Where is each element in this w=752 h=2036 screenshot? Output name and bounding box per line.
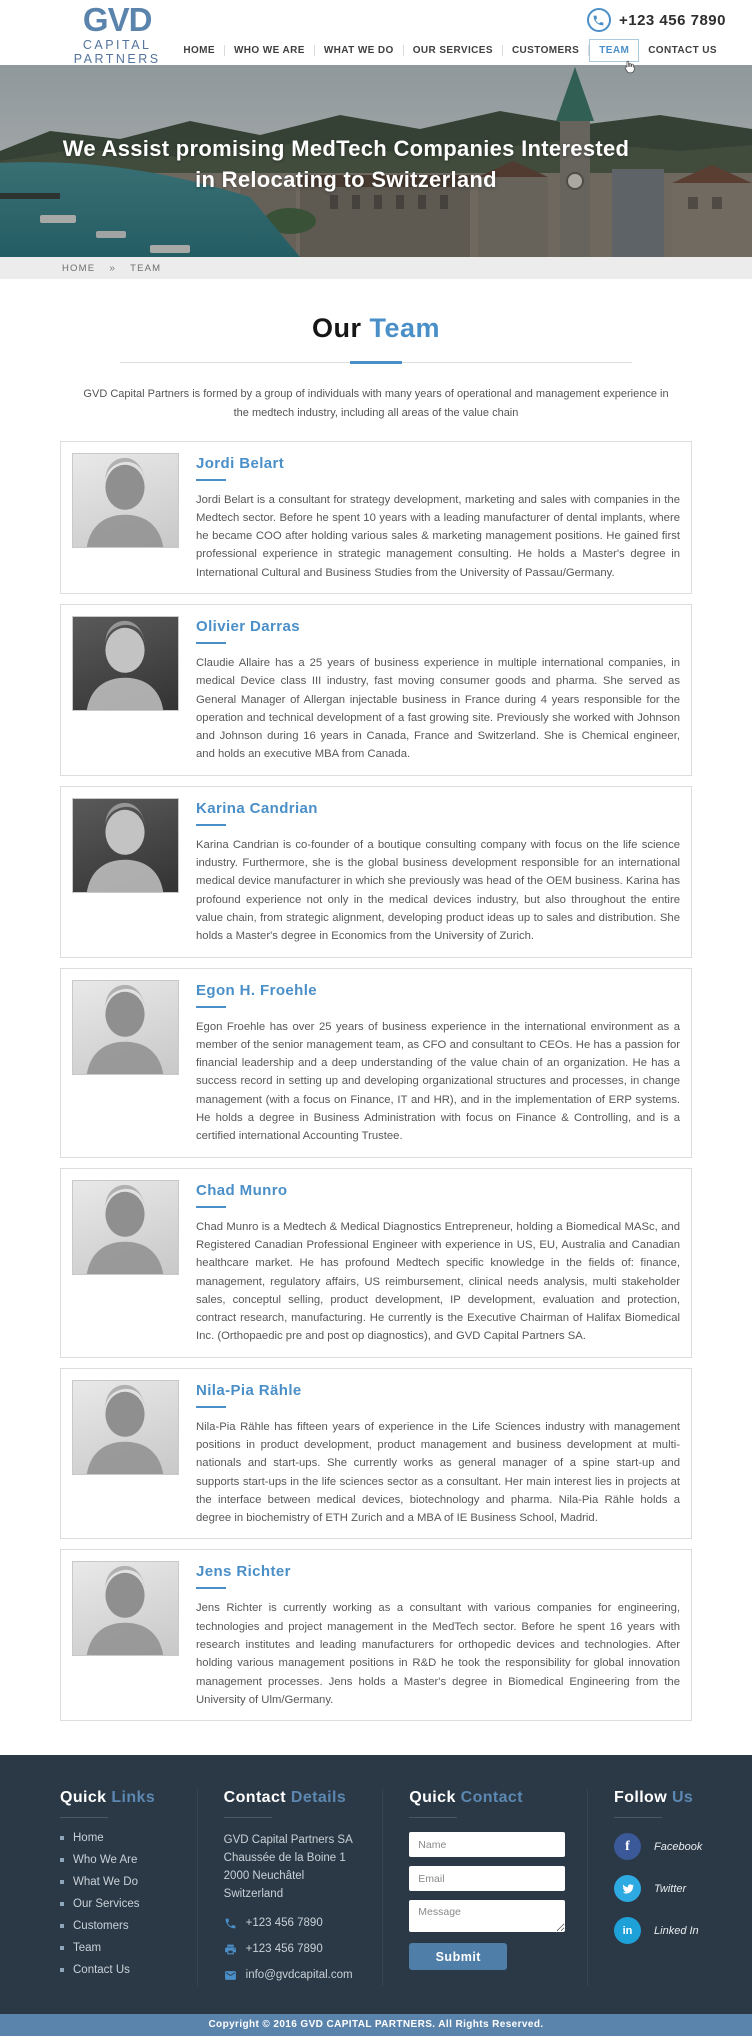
footer-link-who-we-are[interactable]: Who We Are: [60, 1854, 175, 1866]
team-card-nila-pia-rahle: [60, 1368, 692, 1540]
breadcrumb-home[interactable]: HOME: [62, 262, 96, 274]
hero-banner: [0, 65, 752, 257]
footer-follow-us: [587, 1789, 722, 1986]
fax-icon: [224, 1943, 237, 1956]
member-photo: [72, 980, 179, 1075]
member-name: Egon H. Froehle: [196, 981, 318, 999]
team-card-olivier-darras: [60, 604, 692, 776]
header-phone-number: +123 456 7890: [618, 11, 726, 29]
phone-icon: [224, 1917, 237, 1930]
member-bio: Jordi Belart is a consultant for strategy development, marketing and sales with companies in the Medtech sector. Before he spent 10 years with a leading manufacturer of dental implants, where he became COO after holding various sales & marketing management positions. He gained first professional experience in strategic management consulting. He holds a Master's degree in International Cultural and Business Studies from the University of Passau/Germany.: [196, 493, 680, 579]
breadcrumb: [0, 257, 752, 279]
heading-divider: [614, 1817, 662, 1818]
team-card-jens-richter: [60, 1549, 692, 1721]
member-bio: Karina Candrian is co-founder of a boutique consulting company with focus on the life science industry. Furthermore, she is the global business development responsible for an international medical device manufacturer in which she previously was head of the OEM business. Karina has profound experience not only in the medical devices industry, but also throughout the entire value chain, from strategic alignment, developing product ideas up to sales and distribution. She holds a Master's degree in Economics from the University of Zurich.: [196, 838, 680, 943]
nav-item-home[interactable]: HOME: [183, 45, 215, 56]
main-content: [60, 313, 692, 1755]
footer-link-home[interactable]: Home: [60, 1832, 175, 1844]
address-line1: Chaussée de la Boine 1: [223, 1852, 346, 1865]
mouse-cursor-icon: [622, 60, 636, 74]
member-name: Nila-Pia Rähle: [196, 1381, 302, 1399]
team-card-jordi-belart: [60, 441, 692, 594]
member-bio: Egon Froehle has over 25 years of business experience in the international environment as a member of the senior management team, as CFO and consultant to CEOs. He has a passion for financial leadership and a deep understanding of the value chain of an organization. He has a success record in setting up and developing organizational structures and processes, in change management (with a focus on Finance, IT and HR), and in the implementation of ERP systems. He holds a degree in Business Administration with focus on Finance & Controlling, and is a certified international Accounting Trustee.: [196, 1020, 680, 1143]
title-divider: [120, 362, 632, 363]
nav-item-customers[interactable]: CUSTOMERS: [511, 45, 580, 56]
email-icon: [224, 1969, 237, 1982]
team-card-karina-candrian: [60, 786, 692, 958]
member-photo: [72, 1561, 179, 1656]
member-bio: Nila-Pia Rähle has fifteen years of experience in the Life Sciences industry with management positions in product development, product management and business development at multi-nationals and start-ups. She currently works as general manager of a spine start-up and supports start-ups in the life sciences sector as a consultant. Her main interest lies in projects at the interface between medical devices, biotechnology and pharma. Nila-Pia Rähle holds a degree in biochemistry of ETH Zurich and a MBA of IE Business School, Madrid.: [196, 1420, 680, 1525]
submit-button[interactable]: Submit: [409, 1943, 507, 1970]
team-cards: [60, 441, 692, 1722]
member-name: Chad Munro: [196, 1181, 288, 1199]
hero-title-line1: We Assist promising MedTech Companies Interested: [62, 136, 630, 161]
footer-link-team[interactable]: Team: [60, 1942, 175, 1954]
company-name: GVD Capital Partners SA: [223, 1834, 353, 1847]
logo[interactable]: [60, 0, 174, 65]
bullet-icon: [60, 1946, 64, 1950]
linkedin-icon: in: [614, 1917, 641, 1944]
name-underline: [196, 642, 226, 644]
linkedin-link[interactable]: in Linked In: [614, 1917, 722, 1944]
contact-details-heading: Contact Details: [223, 1789, 347, 1807]
name-underline: [196, 1206, 226, 1208]
page-title: [60, 313, 692, 344]
heading-divider: [409, 1817, 457, 1818]
copyright-bar: Copyright © 2016 GVD CAPITAL PARTNERS. All Rights Reserved.: [0, 2014, 752, 2036]
facebook-icon: f: [614, 1833, 641, 1860]
member-photo: [72, 1380, 179, 1475]
member-photo: [72, 453, 179, 548]
team-intro-line2: the medtech industry, including all areas of the value chain: [233, 407, 519, 420]
bullet-icon: [60, 1858, 64, 1862]
phone-icon: [587, 8, 611, 32]
breadcrumb-team: TEAM: [130, 262, 162, 274]
member-bio: Chad Munro is a Medtech & Medical Diagnostics Entrepreneur, holding a Biomedical MASc, and Registered Canadian Professional Engineer with experience in US, EU, Australia and Canadian healthcare market. He has profound Medtech specific knowledge in the fields of: finance, management, regulatory affairs, US reimbursement, clinical needs analysis, multi stakeholder sales, conceptul selling, product development, IP development, evaluation and protection, contract research, manufacturing. He currently is the Executive Chairman of Halifax Biomedical Inc. (Orthopaedic pre and post op diagnostics), and GVD Capital Partners SA.: [196, 1220, 680, 1343]
nav-item-who-we-are[interactable]: WHO WE ARE: [233, 45, 305, 56]
nav-item-what-we-do[interactable]: WHAT WE DO: [323, 45, 394, 56]
page-title-accent: Team: [369, 313, 441, 343]
nav-item-our-services[interactable]: OUR SERVICES: [412, 45, 493, 56]
logo-mark: GVD: [82, 1, 152, 38]
heading-divider: [224, 1817, 272, 1818]
hero-title-line2: in Relocating to Switzerland: [195, 167, 497, 192]
quick-contact-heading: Quick Contact: [409, 1789, 523, 1807]
address-line3: Switzerland: [223, 1887, 284, 1900]
heading-divider: [60, 1817, 108, 1818]
address-line2: 2000 Neuchâtel: [223, 1869, 305, 1882]
footer-link-customers[interactable]: Customers: [60, 1920, 175, 1932]
header-phone[interactable]: [587, 8, 726, 32]
nav-item-team[interactable]: [589, 39, 639, 62]
team-intro-line1: GVD Capital Partners is formed by a group of individuals with many years of operational and management experience in: [83, 388, 669, 400]
member-bio: Jens Richter is currently working as a consultant with various companies for engineering, technologies and project management in the MedTech sector. Before he spent 16 years with research institutes and leading manufacturers for orthopedic devices and technologies. After holding various management positions in R&D he took the responsibility for global innovation management processes. Jens holds a Master's degree in Biomedical Engineering from the University of Ulm/Germany.: [196, 1602, 680, 1706]
member-name: Olivier Darras: [196, 617, 300, 635]
twitter-link[interactable]: Twitter: [614, 1875, 722, 1902]
name-underline: [196, 824, 226, 826]
member-photo: [72, 798, 179, 893]
team-card-egon-froehle: [60, 968, 692, 1158]
bullet-icon: [60, 1968, 64, 1972]
bullet-icon: [60, 1902, 64, 1906]
page-title-prefix: Our: [311, 313, 362, 343]
member-photo: [72, 616, 179, 711]
footer-quick-contact: [382, 1789, 587, 1986]
email-input[interactable]: [409, 1866, 565, 1891]
team-intro: [60, 385, 692, 424]
footer-contact-details: [197, 1789, 383, 1986]
company-address: [224, 1832, 361, 1903]
site-footer: [0, 1755, 752, 2014]
nav-item-contact-us[interactable]: CONTACT US: [648, 45, 717, 56]
bullet-icon: [60, 1880, 64, 1884]
member-name: Jens Richter: [196, 1563, 291, 1581]
footer-phone[interactable]: +123 456 7890: [224, 1917, 361, 1930]
bullet-icon: [60, 1836, 64, 1840]
footer-quick-links: [60, 1789, 197, 1986]
name-underline: [196, 1006, 226, 1008]
member-name: Jordi Belart: [196, 454, 285, 472]
hero-title: [0, 133, 692, 195]
name-underline: [196, 1406, 226, 1408]
nav-item-team-label: TEAM: [599, 45, 630, 56]
site-header: [0, 0, 752, 65]
member-photo: [72, 1180, 179, 1275]
footer-link-what-we-do[interactable]: What We Do: [60, 1876, 175, 1888]
footer-email[interactable]: info@gvdcapital.com: [224, 1969, 361, 1982]
quick-links-heading: Quick Links: [60, 1789, 156, 1807]
footer-fax[interactable]: +123 456 7890: [224, 1943, 361, 1956]
name-input[interactable]: [409, 1832, 565, 1857]
breadcrumb-separator: »: [109, 262, 117, 274]
logo-subtitle: CAPITAL PARTNERS: [73, 38, 161, 66]
member-name: Karina Candrian: [196, 799, 318, 817]
follow-us-heading: Follow Us: [614, 1789, 694, 1807]
message-input[interactable]: [409, 1900, 565, 1932]
team-card-chad-munro: [60, 1168, 692, 1358]
member-bio: Claudie Allaire has a 25 years of business experience in multiple international companies, in medical Device class III industry, fast moving consumer goods and pharma. She served as General Manager of Allergan injectable business in France during 4 years responsible for the operation and technical development of a fast growing site. Previously she worked with Johnson and Johnson during 16 years in Canada, France and Switzerland. She is Chemical engineer, and holds an executive MBA from Canada.: [196, 656, 680, 761]
main-nav: [174, 39, 726, 62]
name-underline: [196, 1587, 226, 1589]
footer-link-contact-us[interactable]: Contact Us: [60, 1964, 175, 1976]
twitter-icon: [614, 1875, 641, 1902]
facebook-link[interactable]: f Facebook: [614, 1833, 722, 1860]
footer-link-our-services[interactable]: Our Services: [60, 1898, 175, 1910]
name-underline: [196, 479, 226, 481]
bullet-icon: [60, 1924, 64, 1928]
